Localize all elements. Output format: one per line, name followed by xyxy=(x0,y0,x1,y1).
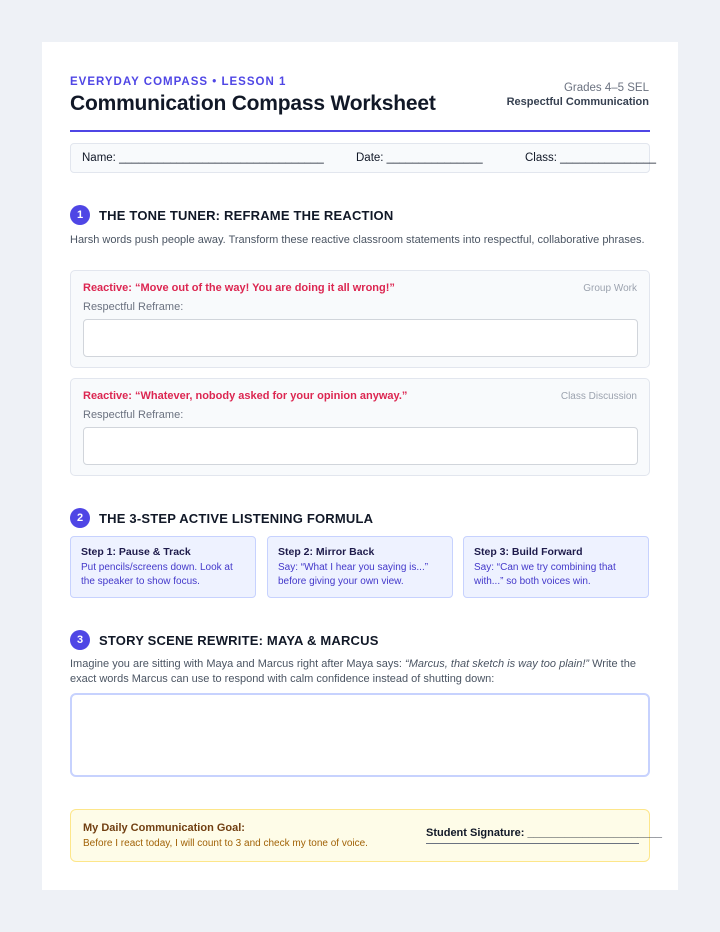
context-tag: Class Discussion xyxy=(560,391,637,402)
section-title: THE 3-STEP ACTIVE LISTENING FORMULA xyxy=(99,511,374,526)
goal-description: Before I react today, I will count to 3 and check my tone of voice. xyxy=(83,838,368,849)
daily-goal-box xyxy=(70,809,663,862)
section-3-prompt xyxy=(70,657,650,686)
reframe-answer-box[interactable] xyxy=(83,319,638,357)
date-field[interactable]: Date: _______________ xyxy=(356,152,483,164)
section-1-description: Harsh words push people away. Transform these reactive classroom statements into respectful, collaborative phrases. xyxy=(70,234,645,246)
signature-line xyxy=(426,843,639,844)
reactive-statement: Reactive: “Move out of the way! You are doing it all wrong!” xyxy=(83,282,395,294)
name-field[interactable]: Name: ________________________________ xyxy=(82,152,324,164)
page-title: Communication Compass Worksheet xyxy=(70,92,436,115)
section-number-badge: 1 xyxy=(70,205,90,225)
class-field[interactable]: Class: _______________ xyxy=(525,152,657,164)
section-number-badge: 3 xyxy=(70,630,90,650)
student-signature-field[interactable]: Student Signature: ______________________ xyxy=(426,827,663,839)
step-title: Step 1: Pause & Track xyxy=(81,546,191,558)
step-description: Say: “What I hear you saying is...” before giving your own view. xyxy=(278,562,429,587)
listening-step-card xyxy=(267,536,453,598)
goal-title: My Daily Communication Goal: xyxy=(83,822,245,834)
prompt-text: Write the exact words Marcus can use to respond with calm confidence instead of shutting down: xyxy=(70,658,636,685)
header-divider xyxy=(70,130,650,132)
reframe-card xyxy=(70,270,650,368)
worksheet-page xyxy=(42,42,678,890)
step-description: Put pencils/screens down. Look at the speaker to show focus. xyxy=(81,562,233,587)
reframe-answer-box[interactable] xyxy=(83,427,638,465)
grade-level: Grades 4–5 SEL xyxy=(563,82,649,94)
maya-quote: “Marcus, that sketch is way too plain!” xyxy=(405,658,590,670)
listening-step-card xyxy=(463,536,649,598)
reframe-label: Respectful Reframe: xyxy=(83,301,184,313)
step-description: Say: “Can we try combining that with...” so both voices win. xyxy=(474,562,616,587)
section-number-badge: 2 xyxy=(70,508,90,528)
topic-label: Respectful Communication xyxy=(506,96,649,108)
step-title: Step 2: Mirror Back xyxy=(278,546,375,558)
listening-step-card xyxy=(70,536,256,598)
step-title: Step 3: Build Forward xyxy=(474,546,583,558)
lesson-eyebrow: EVERYDAY COMPASS • LESSON 1 xyxy=(70,76,287,88)
prompt-text: Imagine you are sitting with Maya and Marcus right after Maya says: xyxy=(70,658,406,670)
reframe-label: Respectful Reframe: xyxy=(83,409,184,421)
rewrite-answer-box[interactable] xyxy=(70,693,650,777)
reactive-statement: Reactive: “Whatever, nobody asked for your opinion anyway.” xyxy=(83,390,408,402)
context-tag: Group Work xyxy=(583,283,637,294)
section-title: STORY SCENE REWRITE: MAYA & MARCUS xyxy=(99,633,379,648)
student-info-row xyxy=(70,143,657,173)
section-title: THE TONE TUNER: REFRAME THE REACTION xyxy=(99,208,394,223)
reframe-card xyxy=(70,378,650,476)
